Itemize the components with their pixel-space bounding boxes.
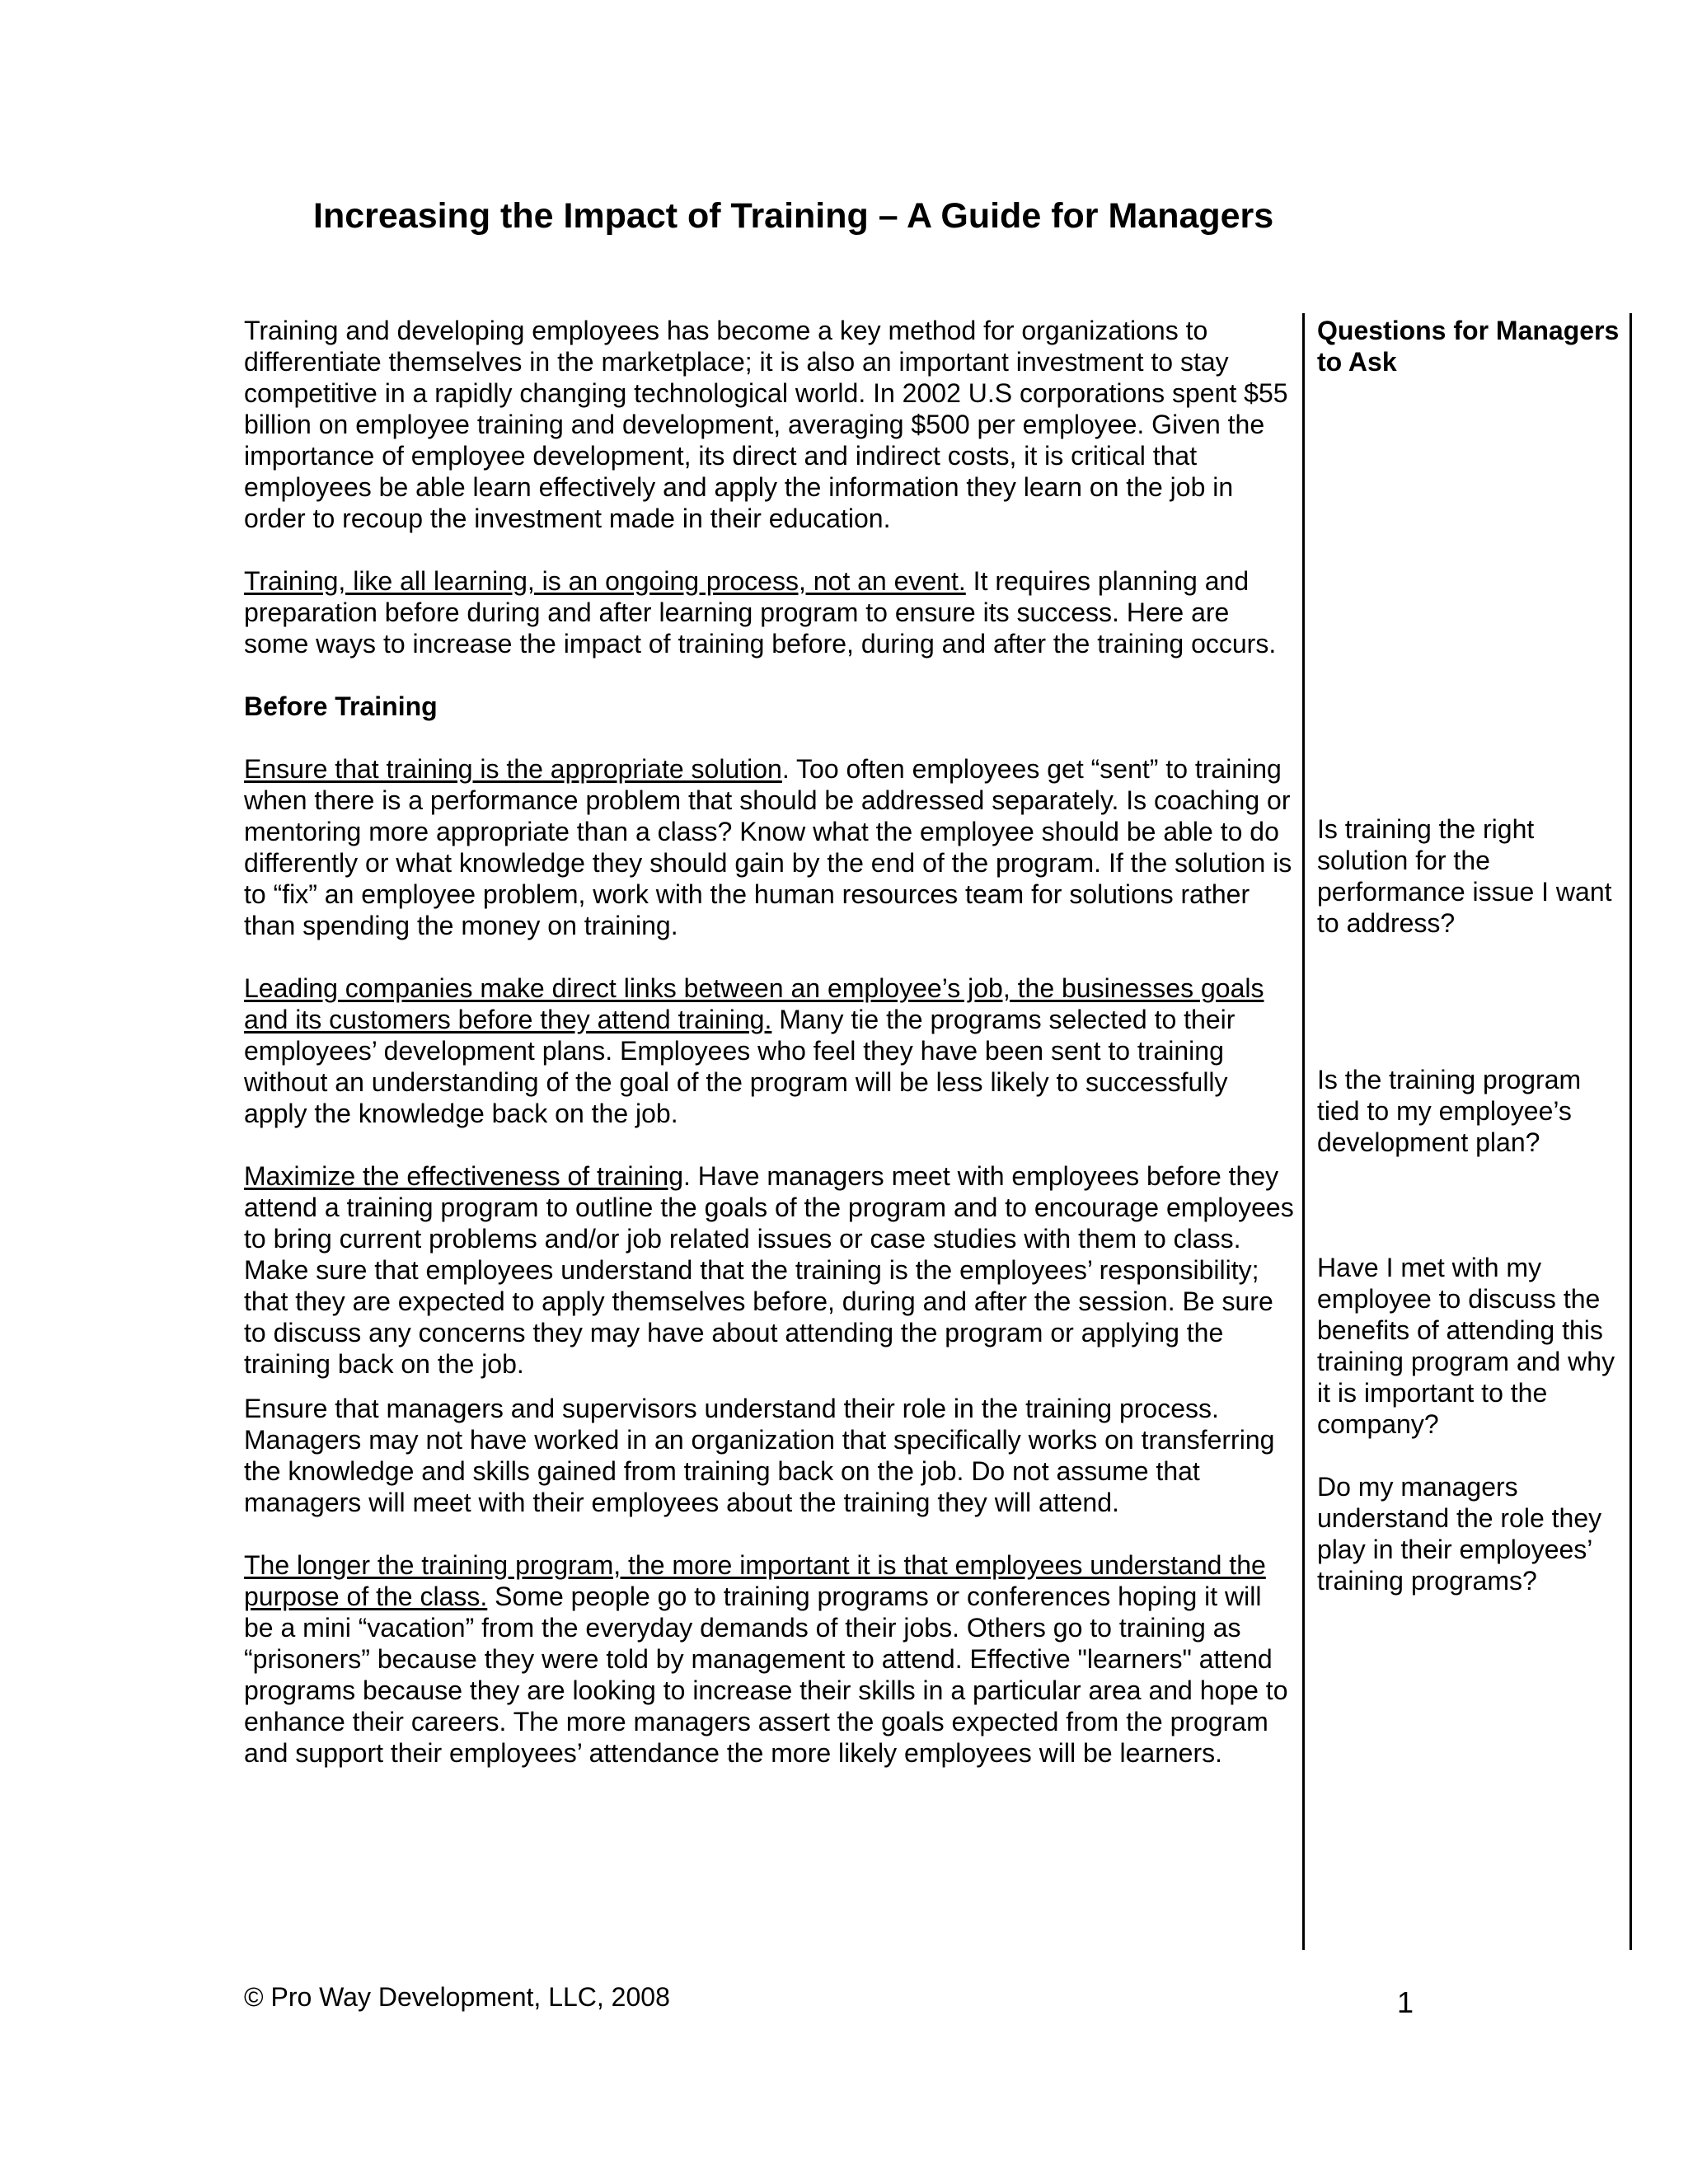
paragraph-lead: Leading companies make direct links between an employee’s job, the businesses goals and its customers before they attend training. — [244, 973, 1264, 1034]
process-paragraph — [244, 565, 1294, 659]
footer-copyright: © Pro Way Development, LLC, 2008 — [244, 1982, 670, 2012]
sidebar-question: Have I met with my employee to discuss the benefits of attending this training program and why it is important to the company? — [1317, 1253, 1615, 1439]
page-number: 1 — [1397, 1985, 1414, 2019]
sidebar-question: Is training the right solution for the performance issue I want to address? — [1317, 814, 1612, 938]
paragraph-direct-links — [244, 972, 1294, 1129]
paragraph-longer-program — [244, 1549, 1294, 1769]
paragraph-maximize-effectiveness — [244, 1160, 1294, 1380]
paragraph-rest: Many tie the programs selected to their employees’ development plans. Employees who feel they have been sent to training without an understanding of the goal of the program will be less likely to successfully apply the knowledge back on the job. — [244, 1005, 1236, 1128]
section-heading: Before Training — [244, 691, 438, 721]
page-title: Increasing the Impact of Training – A Guide for Managers — [313, 196, 1274, 236]
sidebar-question: Do my managers understand the role they play in their employees’ training programs? — [1317, 1472, 1602, 1596]
paragraph-rest: Some people go to training programs or conferences hoping it will be a mini “vacation” from the everyday demands of their jobs. Others go to training as “prisoners” because they were told by management to attend. Effective "learners" attend programs because they are looking to increase their skills in a particular area and hope to enhance their careers. The more managers assert the goals expected from the program and support their employees’ attendance the more likely employees will be learners. — [244, 1582, 1288, 1768]
paragraph-appropriate-solution — [244, 753, 1294, 941]
paragraph-rest: . Have managers meet with employees before they attend a training program to outline the goals of the program and to encourage employees to bring current problems and/or job related issues or case studies with them to class. Make sure that employees understand that the training is the employees’ responsibility; that they are expected to apply themselves before, during and after the session. Be sure to discuss any concerns they may have about attending the program or applying the training back on the job. — [244, 1161, 1294, 1379]
paragraph-lead: Maximize the effectiveness of training — [244, 1161, 683, 1191]
process-paragraph-rest: It requires planning and preparation before during and after learning program to ensure its success. Here are some ways to increase the impact of training before, during and after the training occurs. — [244, 566, 1277, 658]
intro-paragraph: Training and developing employees has become a key method for organizations to differentiate themselves in the marketplace; it is also an important investment to stay competitive in a rapidly changing technological world. In 2002 U.S corporations spent $55 billion on employee training and development, averaging $500 per employee. Given the importance of employee development, its direct and indirect costs, it is critical that employees be able learn effectively and apply the information they learn on the job in order to recoup the investment made in their education. — [244, 316, 1288, 533]
process-paragraph-lead: Training, like all learning, is an ongoing process, not an event. — [244, 566, 966, 596]
paragraph-managers-role — [244, 1393, 1294, 1518]
sidebar-left-rule — [1302, 313, 1305, 1950]
sidebar-question: Is the training program tied to my employee’s development plan? — [1317, 1065, 1582, 1157]
sidebar-title: Questions for Managers to Ask — [1317, 316, 1620, 377]
main-body — [244, 315, 1294, 1769]
paragraph-lead: The longer the training program, the more important it is that employees understand the purpose of the class. — [244, 1550, 1266, 1611]
paragraph-lead: Ensure that training is the appropriate solution — [244, 754, 782, 784]
paragraph-rest: Ensure that managers and supervisors understand their role in the training process. Managers may not have worked in an organization that specifically works on transferring the knowledge and skills gained from training back on the job. Do not assume that managers will meet with their employees about the training they will attend. — [244, 1394, 1275, 1517]
paragraph-rest: . Too often employees get “sent” to training when there is a performance problem that should be addressed separately. Is coaching or mentoring more appropriate than a class? Know what the employee should be able to do differently or what knowledge they should gain by the end of the program. If the solution is to “fix” an employee problem, work with the human resources team for solutions rather than spending the money on training. — [244, 754, 1292, 940]
